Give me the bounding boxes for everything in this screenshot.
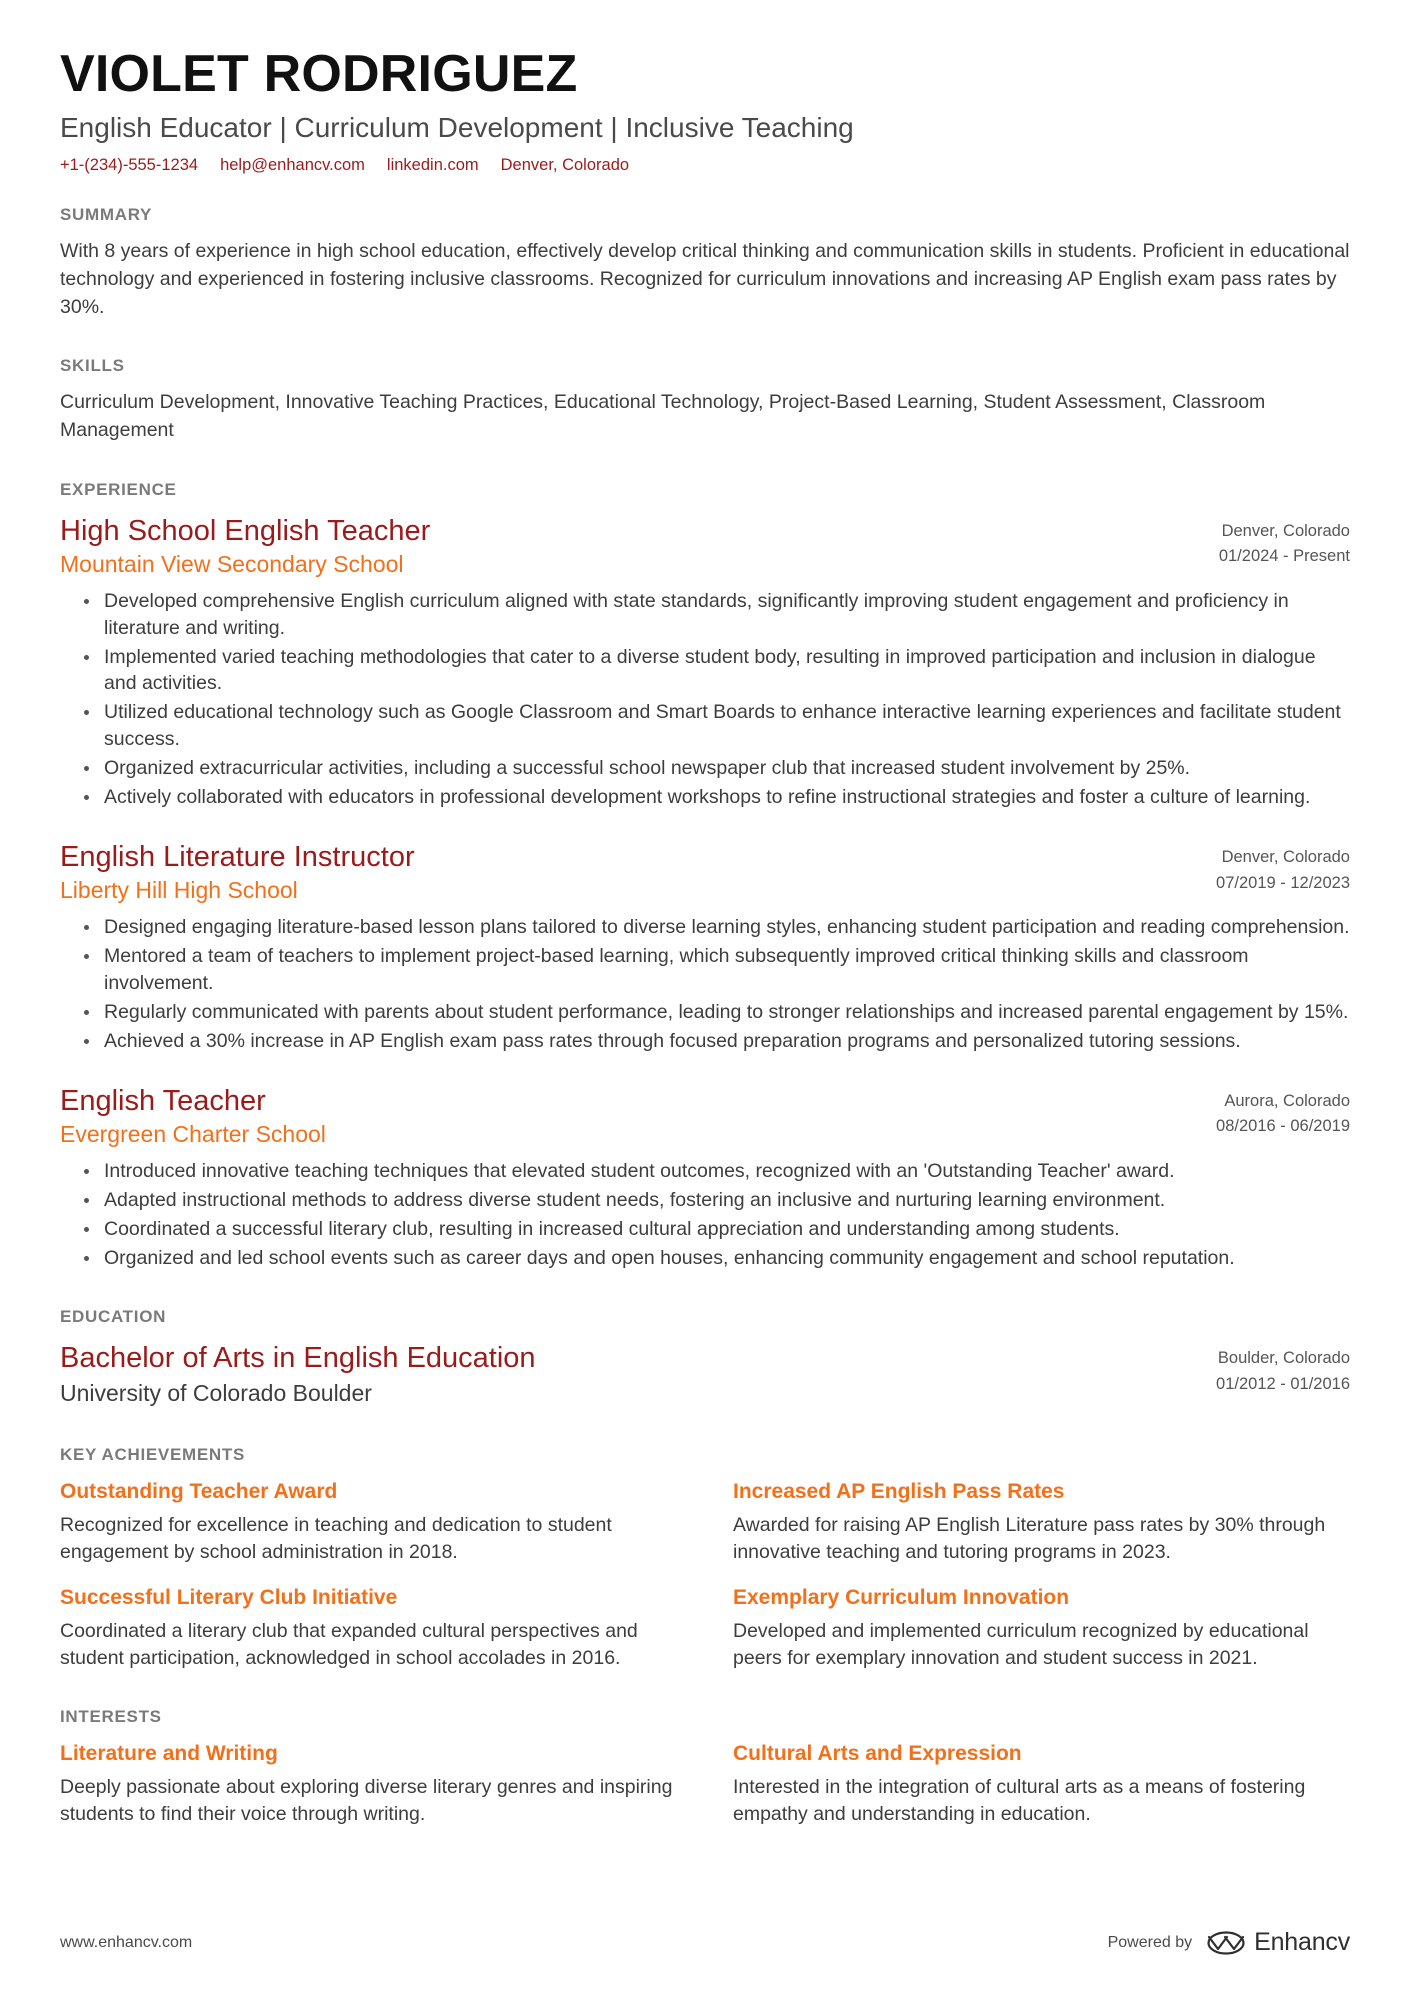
- interest-title: Cultural Arts and Expression: [733, 1741, 1022, 1765]
- experience-entry-meta: [1198, 839, 1350, 896]
- job-bullet-list: [82, 1158, 1350, 1272]
- education-dates: 01/2012 - 01/2016: [1216, 1374, 1350, 1393]
- spacer: [60, 1277, 1350, 1307]
- skills-heading: SKILLS: [60, 356, 125, 376]
- job-bullet: Implemented varied teaching methodologies that cater to a diverse student body, resulting in improved participation and inclusion in dialogue and activities.: [82, 644, 1350, 698]
- interest-text: Interested in the integration of cultural arts as a means of fostering empathy and understanding in education.: [733, 1776, 1306, 1825]
- education-location: Boulder, Colorado: [1217, 1349, 1350, 1368]
- job-dates: 01/2024 - Present: [1218, 547, 1350, 566]
- spacer: [60, 1415, 1350, 1445]
- job-location: Denver, Colorado: [1221, 847, 1350, 866]
- job-title: English Literature Instructor: [60, 840, 415, 873]
- section-interests: [60, 1707, 1350, 1828]
- spacer: [60, 450, 1350, 480]
- experience-entry: [60, 1083, 1350, 1272]
- section-key-achievements: [60, 1445, 1350, 1672]
- contact-email[interactable]: help@enhancv.com: [220, 156, 365, 175]
- job-bullet: Introduced innovative teaching techniques that elevated student outcomes, recognized with an 'Outstanding Teacher' award.: [82, 1158, 1350, 1185]
- experience-entry-header: [60, 513, 1350, 580]
- job-title: High School English Teacher: [60, 514, 431, 547]
- achievement-text: Coordinated a literary club that expanded cultural perspectives and student participation, acknowledged in school accolades in 2016.: [60, 1619, 638, 1669]
- job-bullet-list: [82, 914, 1350, 1055]
- job-bullet: Mentored a team of teachers to implement project-based learning, which subsequently improved critical thinking skills and classroom involvement.: [82, 943, 1350, 997]
- achievement-title: Exemplary Curriculum Innovation: [733, 1585, 1070, 1609]
- achievement-text: Developed and implemented curriculum recognized by educational peers for exemplary innovation and student success in 2021.: [733, 1619, 1309, 1669]
- section-experience: [60, 480, 1350, 1272]
- job-bullet: Designed engaging literature-based lesson plans tailored to diverse learning styles, enhancing student participation and reading comprehension.: [82, 914, 1350, 941]
- education-entry: [60, 1340, 1350, 1408]
- key-achievements-heading: KEY ACHIEVEMENTS: [60, 1444, 246, 1464]
- achievement-card: [60, 1478, 677, 1566]
- job-title: English Teacher: [60, 1084, 266, 1117]
- key-achievements-grid: [60, 1478, 1350, 1672]
- section-education: [60, 1307, 1350, 1408]
- degree-title: Bachelor of Arts in English Education: [60, 1342, 536, 1375]
- experience-entry-main: [60, 839, 1198, 906]
- page-footer: [60, 1928, 1350, 1957]
- job-bullet: Coordinated a successful literary club, resulting in increased cultural appreciation and understanding among students.: [82, 1216, 1350, 1243]
- candidate-headline: English Educator | Curriculum Development | Inclusive Teaching: [60, 112, 854, 144]
- experience-entry-main: [60, 513, 1201, 580]
- spacer: [60, 817, 1350, 839]
- experience-entry: [60, 839, 1350, 1055]
- achievement-card: [733, 1584, 1350, 1672]
- experience-entry-meta: [1201, 513, 1350, 570]
- job-bullet-list: [82, 588, 1350, 811]
- achievement-title: Successful Literary Club Initiative: [60, 1585, 398, 1609]
- spacer: [60, 1061, 1350, 1083]
- job-bullet: Achieved a 30% increase in AP English exam pass rates through focused preparation programs and personalized tutoring sessions.: [82, 1028, 1350, 1055]
- job-bullet: Actively collaborated with educators in professional development workshops to refine instructional strategies and foster a culture of learning.: [82, 784, 1350, 811]
- resume-header: [60, 46, 1350, 175]
- powered-by-label: Powered by: [1107, 1933, 1193, 1951]
- job-dates: 08/2016 - 06/2019: [1216, 1117, 1350, 1136]
- employer-name: Evergreen Charter School: [60, 1120, 326, 1147]
- experience-entry-main: [60, 1083, 1198, 1150]
- experience-entry-meta: [1198, 1083, 1350, 1140]
- job-dates: 07/2019 - 12/2023: [1216, 873, 1350, 892]
- spacer: [60, 326, 1350, 356]
- interest-card: [733, 1740, 1350, 1828]
- job-location: Aurora, Colorado: [1224, 1091, 1350, 1110]
- contact-location: Denver, Colorado: [500, 156, 630, 175]
- interest-card: [60, 1740, 677, 1828]
- section-summary: [60, 205, 1350, 321]
- employer-name: Mountain View Secondary School: [60, 550, 404, 577]
- enhancv-wordmark: Enhancv: [1254, 1928, 1350, 1956]
- contact-row: [60, 156, 1350, 175]
- candidate-name: VIOLET RODRIGUEZ: [60, 45, 578, 103]
- achievement-title: Increased AP English Pass Rates: [733, 1479, 1065, 1503]
- institution-name: University of Colorado Boulder: [60, 1379, 372, 1406]
- experience-entry-header: [60, 839, 1350, 906]
- job-bullet: Developed comprehensive English curriculum aligned with state standards, significantly improving student engagement and proficiency in literature and writing.: [82, 588, 1350, 642]
- education-entry-meta: [1198, 1340, 1350, 1397]
- achievement-title: Outstanding Teacher Award: [60, 1479, 338, 1503]
- interests-heading: INTERESTS: [60, 1706, 162, 1726]
- spacer: [60, 1677, 1350, 1707]
- enhancv-mark-icon: [1206, 1930, 1246, 1956]
- education-entry-main: [60, 1340, 1198, 1408]
- job-bullet: Organized and led school events such as career days and open houses, enhancing community engagement and school reputation.: [82, 1245, 1350, 1272]
- skills-text: Curriculum Development, Innovative Teaching Practices, Educational Technology, Project-Based Learning, Student Assessment, Classroom Management: [60, 391, 1266, 441]
- section-skills: [60, 356, 1350, 444]
- footer-website-url[interactable]: www.enhancv.com: [60, 1933, 193, 1951]
- achievement-text: Recognized for excellence in teaching and dedication to student engagement by school administration in 2018.: [60, 1513, 612, 1563]
- achievement-card: [733, 1478, 1350, 1566]
- experience-entry: [60, 513, 1350, 811]
- job-bullet: Organized extracurricular activities, including a successful school newspaper club that increased student involvement by 25%.: [82, 755, 1350, 782]
- job-bullet: Adapted instructional methods to address diverse student needs, fostering an inclusive and nurturing learning environment.: [82, 1187, 1350, 1214]
- achievement-text: Awarded for raising AP English Literature pass rates by 30% through innovative teaching and tutoring programs in 2023.: [733, 1513, 1326, 1563]
- job-bullet: Regularly communicated with parents about student performance, leading to stronger relationships and increased parental engagement by 15%.: [82, 999, 1350, 1026]
- achievement-card: [60, 1584, 677, 1672]
- experience-heading: EXPERIENCE: [60, 479, 177, 499]
- experience-entry-header: [60, 1083, 1350, 1150]
- employer-name: Liberty Hill High School: [60, 877, 298, 904]
- interest-title: Literature and Writing: [60, 1741, 278, 1765]
- summary-heading: SUMMARY: [60, 205, 153, 225]
- enhancv-logo: [1206, 1928, 1350, 1957]
- job-location: Denver, Colorado: [1221, 521, 1350, 540]
- job-bullet: Utilized educational technology such as Google Classroom and Smart Boards to enhance interactive learning experiences and facilitate student success.: [82, 699, 1350, 753]
- contact-linkedin[interactable]: linkedin.com: [386, 156, 479, 175]
- footer-branding: [1108, 1928, 1350, 1957]
- education-entry-header: [60, 1340, 1350, 1408]
- contact-phone[interactable]: +1-(234)-555-1234: [60, 156, 199, 175]
- summary-text: With 8 years of experience in high school education, effectively develop critical thinking and communication skills in students. Proficient in educational technology and experienced in fostering inclusive classrooms. Recognized for curriculum innovations and increasing AP English exam pass rates by 30%.: [60, 240, 1350, 318]
- education-heading: EDUCATION: [60, 1307, 167, 1327]
- interests-grid: [60, 1740, 1350, 1828]
- interest-text: Deeply passionate about exploring diverse literary genres and inspiring students to find their voice through writing.: [60, 1776, 673, 1825]
